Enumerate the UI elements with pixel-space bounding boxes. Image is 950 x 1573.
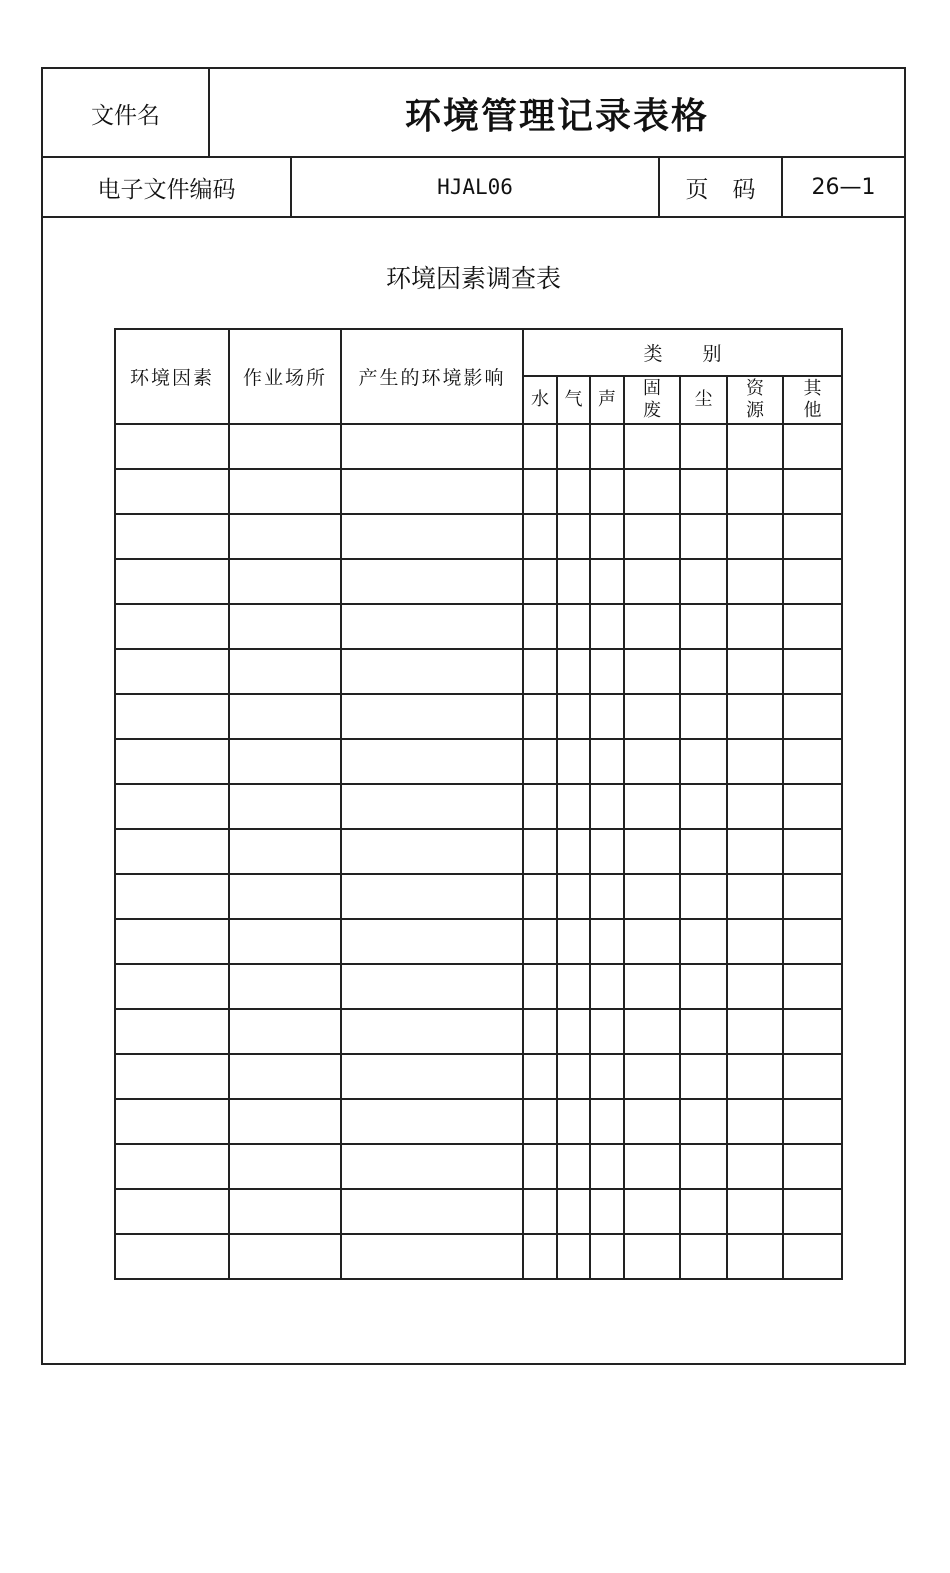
table-cell[interactable]: [680, 469, 727, 514]
table-cell[interactable]: [115, 964, 229, 1009]
category-label: 资: [746, 378, 764, 399]
table-cell[interactable]: [783, 964, 842, 1009]
table-cell[interactable]: [229, 1099, 341, 1144]
table-cell[interactable]: [523, 694, 557, 739]
table-cell[interactable]: [229, 649, 341, 694]
table-row: [115, 694, 842, 739]
table-cell[interactable]: [523, 514, 557, 559]
table-cell[interactable]: [229, 1189, 341, 1234]
table-cell[interactable]: [783, 1054, 842, 1099]
table-cell[interactable]: [523, 604, 557, 649]
header-divider: [43, 216, 904, 218]
table-cell[interactable]: [783, 1009, 842, 1054]
page-number-label: 页码: [685, 176, 780, 203]
table-cell[interactable]: [557, 1189, 590, 1234]
table-cell[interactable]: [680, 874, 727, 919]
table-row: [115, 919, 842, 964]
table-cell[interactable]: [680, 1099, 727, 1144]
table-cell[interactable]: [523, 1009, 557, 1054]
table-cell[interactable]: [341, 829, 523, 874]
table-cell[interactable]: [523, 424, 557, 469]
table-cell[interactable]: [557, 469, 590, 514]
table-row: [115, 514, 842, 559]
table-cell[interactable]: [590, 694, 624, 739]
table-cell[interactable]: [229, 1234, 341, 1279]
table-cell[interactable]: [229, 784, 341, 829]
table-row: [115, 469, 842, 514]
table-cell[interactable]: [727, 604, 783, 649]
table-row: [115, 604, 842, 649]
table-cell[interactable]: [557, 1234, 590, 1279]
table-cell[interactable]: [115, 1234, 229, 1279]
category-label: 气: [564, 389, 583, 410]
table-cell[interactable]: [680, 559, 727, 604]
table-cell[interactable]: [523, 1189, 557, 1234]
table-cell[interactable]: [783, 1144, 842, 1189]
table-cell[interactable]: [229, 829, 341, 874]
category-header: [557, 376, 590, 424]
table-cell[interactable]: [624, 514, 680, 559]
table-cell[interactable]: [727, 784, 783, 829]
survey-body: [115, 424, 842, 1279]
table-cell[interactable]: [680, 829, 727, 874]
table-row: [115, 1234, 842, 1279]
table-cell[interactable]: [523, 469, 557, 514]
table-cell[interactable]: [590, 919, 624, 964]
table-cell[interactable]: [557, 1099, 590, 1144]
table-cell[interactable]: [783, 694, 842, 739]
table-cell[interactable]: [624, 784, 680, 829]
table-cell[interactable]: [783, 469, 842, 514]
table-cell[interactable]: [115, 784, 229, 829]
table-cell[interactable]: [680, 919, 727, 964]
table-cell[interactable]: [229, 1054, 341, 1099]
table-cell[interactable]: [523, 649, 557, 694]
column-header-location: 作业场所: [229, 329, 341, 424]
table-cell[interactable]: [680, 694, 727, 739]
electronic-code-label: 电子文件编码: [97, 176, 236, 203]
table-cell[interactable]: [727, 964, 783, 1009]
category-header: [624, 376, 680, 424]
table-cell[interactable]: [727, 514, 783, 559]
table-cell[interactable]: [229, 1144, 341, 1189]
table-cell[interactable]: [590, 1099, 624, 1144]
table-row: [115, 649, 842, 694]
table-cell[interactable]: [727, 739, 783, 784]
table-cell[interactable]: [229, 424, 341, 469]
table-cell[interactable]: [115, 424, 229, 469]
electronic-code-value: HJAL06: [437, 175, 513, 199]
table-cell[interactable]: [680, 424, 727, 469]
table-cell[interactable]: [590, 1009, 624, 1054]
table-cell[interactable]: [624, 1144, 680, 1189]
table-cell[interactable]: [557, 559, 590, 604]
table-cell[interactable]: [229, 919, 341, 964]
category-label: 废: [643, 400, 661, 421]
table-cell[interactable]: [341, 919, 523, 964]
table-cell[interactable]: [341, 1009, 523, 1054]
table-cell[interactable]: [229, 874, 341, 919]
survey-title: 环境因素调查表: [385, 264, 561, 293]
table-row: [115, 964, 842, 1009]
table-cell[interactable]: [783, 874, 842, 919]
table-cell[interactable]: [727, 829, 783, 874]
table-cell[interactable]: [624, 1099, 680, 1144]
table-cell[interactable]: [727, 874, 783, 919]
table-cell[interactable]: [783, 424, 842, 469]
table-cell[interactable]: [341, 874, 523, 919]
table-cell[interactable]: [624, 919, 680, 964]
table-cell[interactable]: [624, 964, 680, 1009]
table-cell[interactable]: [557, 829, 590, 874]
table-cell[interactable]: [590, 1189, 624, 1234]
table-cell[interactable]: [590, 739, 624, 784]
table-cell[interactable]: [783, 1189, 842, 1234]
table-cell[interactable]: [229, 1009, 341, 1054]
table-cell[interactable]: [624, 1054, 680, 1099]
table-cell[interactable]: [557, 739, 590, 784]
table-cell[interactable]: [115, 1054, 229, 1099]
table-cell[interactable]: [341, 694, 523, 739]
page-number-value: 26—1: [811, 174, 876, 200]
table-cell[interactable]: [115, 469, 229, 514]
table-cell[interactable]: [783, 784, 842, 829]
table-cell[interactable]: [590, 964, 624, 1009]
table-cell[interactable]: [727, 559, 783, 604]
environmental-factor-survey-table: [114, 328, 843, 1280]
table-cell[interactable]: [341, 1144, 523, 1189]
table-cell[interactable]: [341, 1099, 523, 1144]
column-header-impact: 产生的环境影响: [341, 329, 523, 424]
table-cell[interactable]: [680, 649, 727, 694]
table-cell[interactable]: [680, 514, 727, 559]
table-row: [115, 1189, 842, 1234]
table-cell[interactable]: [557, 964, 590, 1009]
table-row: [115, 1099, 842, 1144]
table-cell[interactable]: [783, 829, 842, 874]
column-header-category: 类别: [523, 329, 842, 376]
table-cell[interactable]: [115, 874, 229, 919]
table-cell[interactable]: [590, 469, 624, 514]
record-form: [41, 67, 906, 1365]
table-row: [115, 784, 842, 829]
table-cell[interactable]: [341, 739, 523, 784]
table-row: [115, 559, 842, 604]
table-cell[interactable]: [590, 424, 624, 469]
table-cell[interactable]: [557, 424, 590, 469]
table-cell[interactable]: [624, 1234, 680, 1279]
table-cell[interactable]: [680, 784, 727, 829]
table-cell[interactable]: [624, 1189, 680, 1234]
table-cell[interactable]: [523, 874, 557, 919]
table-cell[interactable]: [783, 1099, 842, 1144]
category-label: 其: [803, 378, 822, 399]
table-cell[interactable]: [341, 649, 523, 694]
category-header: [727, 376, 783, 424]
category-label: 固: [643, 378, 661, 399]
table-cell[interactable]: [341, 1189, 523, 1234]
table-cell[interactable]: [229, 964, 341, 1009]
table-cell[interactable]: [624, 739, 680, 784]
table-row: [115, 739, 842, 784]
table-cell[interactable]: [624, 694, 680, 739]
table-row: [115, 874, 842, 919]
table-cell[interactable]: [624, 424, 680, 469]
table-cell[interactable]: [557, 919, 590, 964]
table-cell[interactable]: [115, 919, 229, 964]
table-cell[interactable]: [229, 604, 341, 649]
table-cell[interactable]: [727, 649, 783, 694]
table-cell[interactable]: [590, 1234, 624, 1279]
table-row: [115, 1054, 842, 1099]
table-cell[interactable]: [557, 1009, 590, 1054]
table-cell[interactable]: [783, 1234, 842, 1279]
table-cell[interactable]: [727, 1189, 783, 1234]
table-cell[interactable]: [523, 1144, 557, 1189]
table-cell[interactable]: [557, 514, 590, 559]
table-cell[interactable]: [115, 604, 229, 649]
table-cell[interactable]: [557, 649, 590, 694]
table-cell[interactable]: [229, 694, 341, 739]
table-cell[interactable]: [115, 1009, 229, 1054]
table-cell[interactable]: [341, 514, 523, 559]
table-cell[interactable]: [341, 1054, 523, 1099]
table-cell[interactable]: [523, 559, 557, 604]
table-cell[interactable]: [115, 559, 229, 604]
table-row: [115, 1144, 842, 1189]
table-cell[interactable]: [557, 784, 590, 829]
table-cell[interactable]: [523, 1054, 557, 1099]
table-cell[interactable]: [115, 739, 229, 784]
table-cell[interactable]: [680, 1234, 727, 1279]
table-cell[interactable]: [590, 604, 624, 649]
table-row: [115, 424, 842, 469]
category-label: 他: [803, 400, 822, 421]
table-cell[interactable]: [229, 559, 341, 604]
table-cell[interactable]: [523, 784, 557, 829]
table-cell[interactable]: [680, 1189, 727, 1234]
category-header: [680, 376, 727, 424]
table-cell[interactable]: [783, 739, 842, 784]
table-cell[interactable]: [624, 1009, 680, 1054]
table-cell[interactable]: [680, 964, 727, 1009]
table-cell[interactable]: [783, 649, 842, 694]
table-cell[interactable]: [624, 874, 680, 919]
category-header: [523, 376, 557, 424]
category-label: 声: [598, 389, 616, 410]
table-cell[interactable]: [727, 1054, 783, 1099]
table-cell[interactable]: [783, 559, 842, 604]
table-cell[interactable]: [590, 559, 624, 604]
category-header: [590, 376, 624, 424]
category-label: 尘: [694, 389, 713, 410]
table-cell[interactable]: [727, 919, 783, 964]
table-cell[interactable]: [523, 1099, 557, 1144]
table-cell[interactable]: [624, 469, 680, 514]
table-cell[interactable]: [624, 559, 680, 604]
table-cell[interactable]: [523, 829, 557, 874]
table-cell[interactable]: [523, 964, 557, 1009]
table-cell[interactable]: [523, 919, 557, 964]
table-cell[interactable]: [783, 919, 842, 964]
table-cell[interactable]: [680, 739, 727, 784]
table-cell[interactable]: [680, 1009, 727, 1054]
table-cell[interactable]: [590, 784, 624, 829]
table-cell[interactable]: [341, 604, 523, 649]
table-cell[interactable]: [680, 1144, 727, 1189]
table-cell[interactable]: [590, 1144, 624, 1189]
category-header: [783, 376, 842, 424]
table-cell[interactable]: [727, 1144, 783, 1189]
table-cell[interactable]: [624, 604, 680, 649]
table-cell[interactable]: [783, 514, 842, 559]
document-title: 环境管理记录表格: [404, 95, 709, 137]
table-cell[interactable]: [341, 469, 523, 514]
table-cell[interactable]: [341, 964, 523, 1009]
table-cell[interactable]: [557, 1144, 590, 1189]
table-cell[interactable]: [557, 1054, 590, 1099]
table-cell[interactable]: [229, 514, 341, 559]
table-cell[interactable]: [727, 1099, 783, 1144]
file-name-label: 文件名: [91, 102, 160, 129]
table-cell[interactable]: [727, 1009, 783, 1054]
table-cell[interactable]: [229, 739, 341, 784]
table-cell[interactable]: [341, 559, 523, 604]
table-cell[interactable]: [115, 1189, 229, 1234]
table-cell[interactable]: [115, 1144, 229, 1189]
table-cell[interactable]: [523, 1234, 557, 1279]
table-cell[interactable]: [341, 1234, 523, 1279]
table-cell[interactable]: [727, 1234, 783, 1279]
table-cell[interactable]: [590, 514, 624, 559]
table-cell[interactable]: [229, 469, 341, 514]
table-cell[interactable]: [727, 424, 783, 469]
table-cell[interactable]: [115, 694, 229, 739]
table-cell[interactable]: [115, 514, 229, 559]
table-cell[interactable]: [557, 694, 590, 739]
table-cell[interactable]: [341, 424, 523, 469]
table-cell[interactable]: [590, 649, 624, 694]
table-cell[interactable]: [341, 784, 523, 829]
table-cell[interactable]: [590, 1054, 624, 1099]
table-row: [115, 829, 842, 874]
table-cell[interactable]: [557, 874, 590, 919]
table-cell[interactable]: [115, 829, 229, 874]
table-cell[interactable]: [680, 604, 727, 649]
column-header-factor: 环境因素: [115, 329, 229, 424]
table-cell[interactable]: [590, 829, 624, 874]
table-cell[interactable]: [783, 604, 842, 649]
table-cell[interactable]: [727, 469, 783, 514]
category-label: 源: [746, 400, 764, 421]
table-cell[interactable]: [590, 874, 624, 919]
table-cell[interactable]: [115, 649, 229, 694]
table-cell[interactable]: [727, 694, 783, 739]
table-cell[interactable]: [557, 604, 590, 649]
category-label: 水: [531, 389, 549, 410]
table-cell[interactable]: [115, 1099, 229, 1144]
table-cell[interactable]: [624, 649, 680, 694]
table-cell[interactable]: [523, 739, 557, 784]
table-cell[interactable]: [680, 1054, 727, 1099]
table-cell[interactable]: [624, 829, 680, 874]
table-row: [115, 1009, 842, 1054]
